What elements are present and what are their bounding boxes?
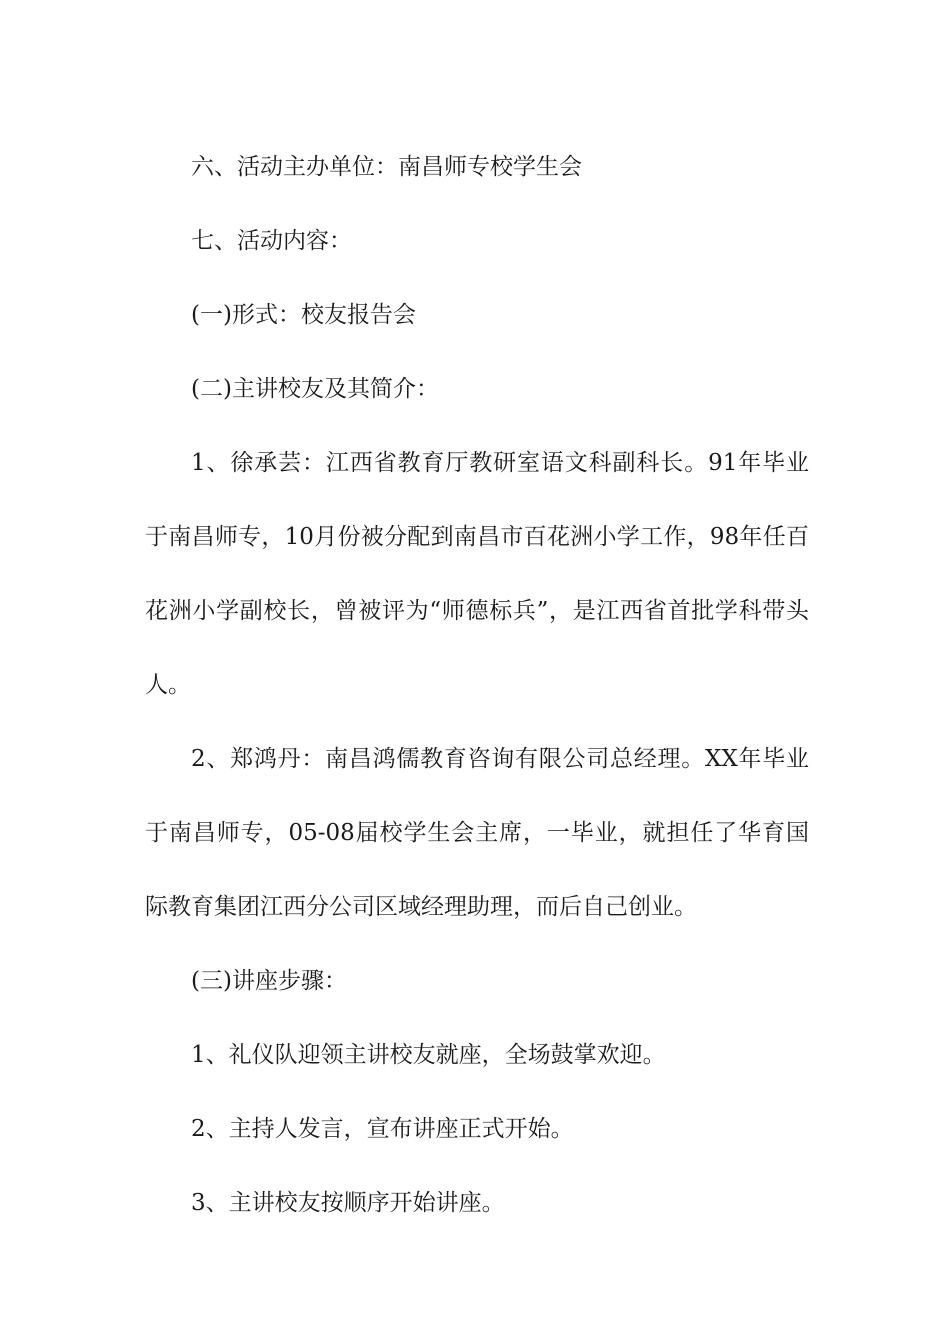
paragraph-step-3: 3、主讲校友按顺序开始讲座。 <box>191 1190 505 1216</box>
paragraph-organizer: 六、活动主办单位：南昌师专校学生会 <box>191 154 582 180</box>
paragraph-activity-content-heading: 七、活动内容： <box>191 228 352 254</box>
paragraph-steps-heading: (三)讲座步骤： <box>191 968 347 994</box>
paragraph-step-1: 1、礼仪队迎领主讲校友就座，全场鼓掌欢迎。 <box>191 1042 666 1068</box>
document-body <box>145 130 809 1240</box>
paragraph-step-2: 2、主持人发言，宣布讲座正式开始。 <box>191 1116 574 1142</box>
paragraph-form: (一)形式：校友报告会 <box>191 302 416 328</box>
paragraph-speaker-2: 2、郑鸿丹：南昌鸿儒教育咨询有限公司总经理。XX年毕业于南昌师专，05-08届校学生会主席，一毕业，就担任了华育国际教育集团江西分公司区域经理助理，而后自己创业。 <box>145 746 809 920</box>
paragraph-speaker-1: 1、徐承芸：江西省教育厅教研室语文科副科长。91年毕业于南昌师专，10月份被分配到南昌市百花洲小学工作，98年任百花洲小学副校长，曾被评为“师德标兵”，是江西省首批学科带头人。 <box>145 450 809 698</box>
paragraph-speakers-heading: (二)主讲校友及其简介： <box>191 376 439 402</box>
